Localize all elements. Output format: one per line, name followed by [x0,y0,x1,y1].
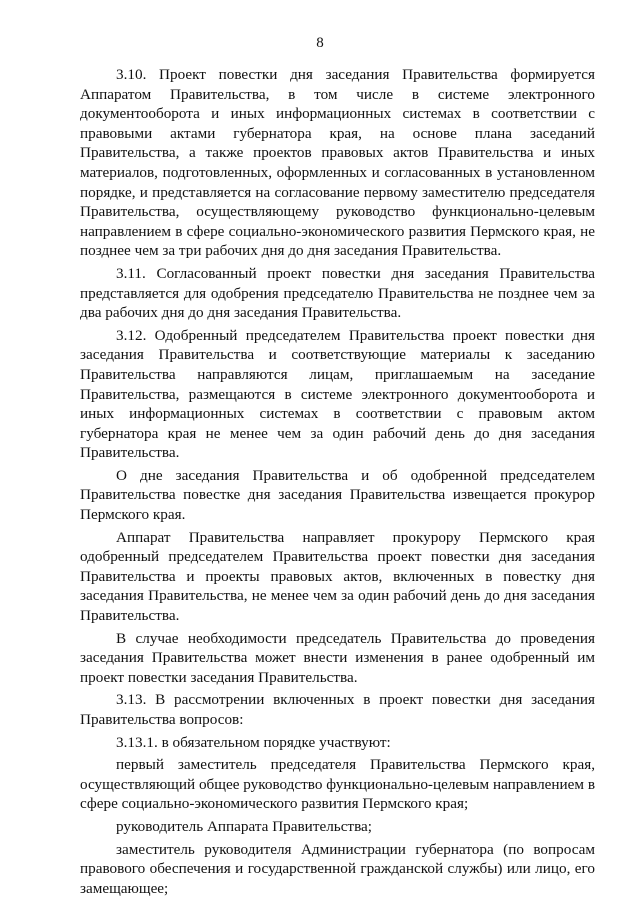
paragraph-3-11: 3.11. Согласованный проект повестки дня заседания Правительства представляется для одобрения председателю Правительства не позднее чем за два рабочих дня до дня заседания Правительства. [80,264,595,322]
paragraph-3-13-1: 3.13.1. в обязательном порядке участвуют: [116,733,391,751]
document-body [80,65,595,901]
list-item-apparatus-head: руководитель Аппарата Правительства; [116,817,373,835]
paragraph-3-12: 3.12. Одобренный председателем Правительства проект повестки дня заседания Правительства и соответствующие материалы к заседанию Правительства направляются лицам, приглашаемым на заседание Правительства, размещаются в системе электронного документооборота и иных информационных системах в соответствии с правовым актом губернатора края не менее чем за один рабочий день до дня заседания Правительства. [80,326,595,462]
page-number: 8 [316,35,324,51]
paragraph-3-10: 3.10. Проект повестки дня заседания Правительства формируется Аппаратом Правительства, в том числе в системе электронного документооборота и иных информационных системах в соответствии с правовыми актами губернатора края, на основе плана заседаний Правительства, а также проектов правовых актов Правительства и иных материалов, подготовленных, оформленных и согласованных в установленном порядке, и представляется на согласование первому заместителю председателя Правительства, осуществляющему руководство функционально-целевым направлением в сфере социально-экономического развития Пермского края, не позднее чем за три рабочих дня до дня заседания Правительства. [80,66,595,260]
paragraph-3-13: 3.13. В рассмотрении включенных в проект повестки дня заседания Правительства вопросов: [80,691,595,728]
paragraph-apparatus-sends: Аппарат Правительства направляет прокурору Пермского края одобренный председателем Правительства проект повестки дня заседания Правительства и проекты правовых актов, включенных в повестку дня заседания Правительства, не менее чем за один рабочий день до дня заседания Правительства. [80,528,595,625]
list-item-deputy-administration: заместитель руководителя Администрации губернатора (по вопросам правового обеспечения и государственной гражданской службы) или лицо, его замещающее; [80,840,595,897]
list-item-first-deputy: первый заместитель председателя Правительства Пермского края, осуществляющий общее руководство функционально-целевым направлением в сфере социально-экономического развития Пермского края; [80,756,595,813]
paragraph-changes: В случае необходимости председатель Правительства до проведения заседания Правительства может внести изменения в ранее одобренный им проект повестки заседания Правительства. [80,629,595,686]
paragraph-prosecutor-notice: О дне заседания Правительства и об одобренной председателем Правительства повестке дня заседания Правительства извещается прокурор Пермского края. [80,466,595,524]
